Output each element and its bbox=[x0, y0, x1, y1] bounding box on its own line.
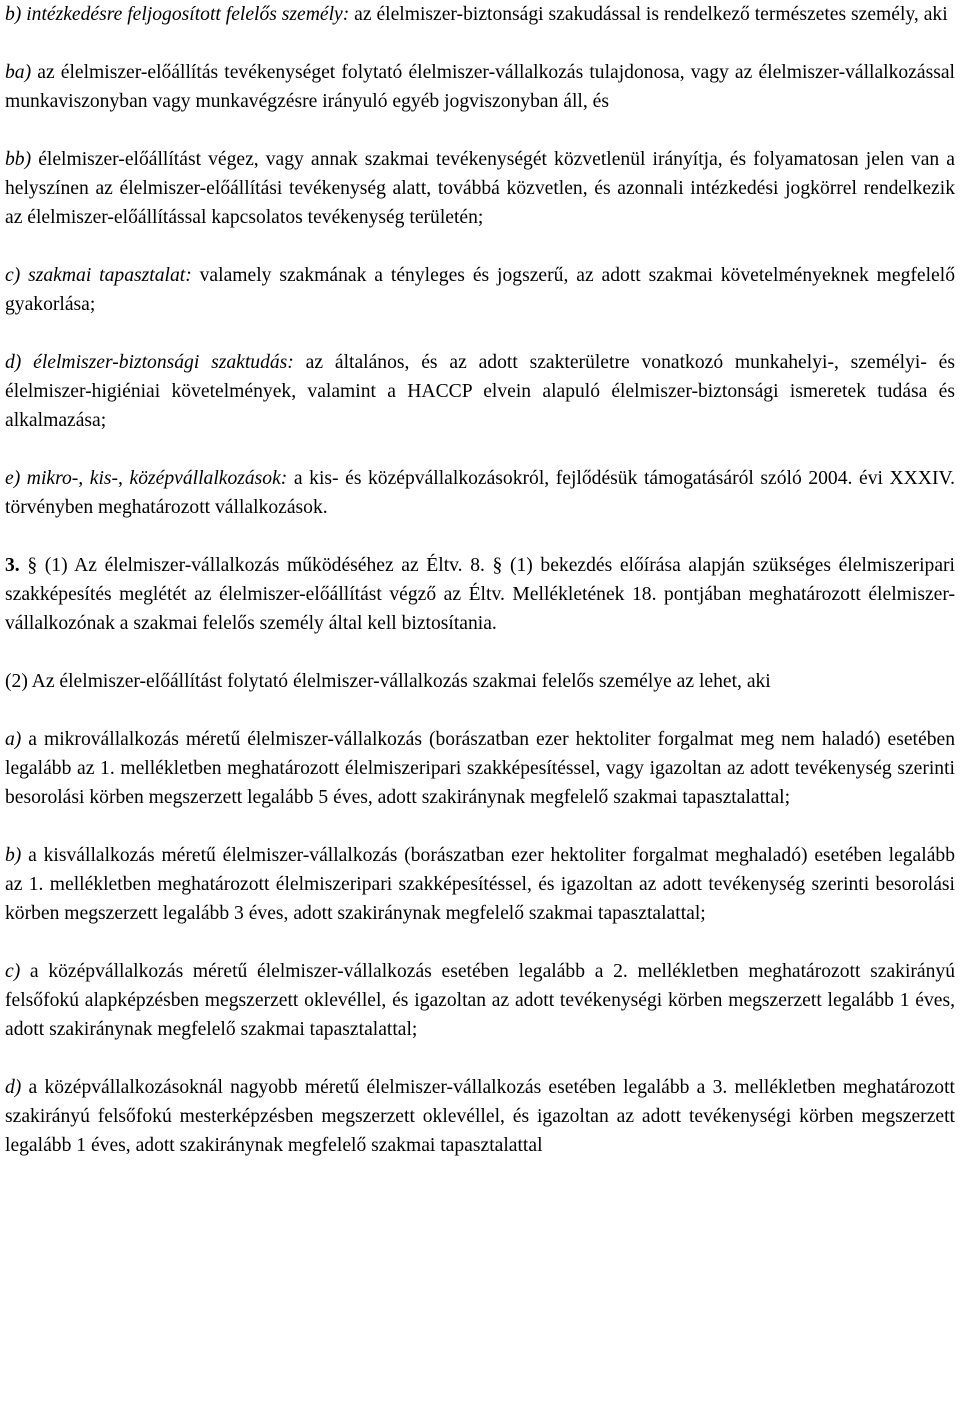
point-d bbox=[5, 1073, 955, 1160]
definition-bb bbox=[5, 145, 955, 232]
point-text: a mikrovállalkozás méretű élelmiszer-vállalkozás (borászatban ezer hektoliter forgalmat meg nem haladó) esetében legalább az 1. mellékletben meghatározott élelmiszeripari szakképesítéssel, vagy igazoltan az adott tevékenység szerinti besorolási körben megszerzett legalább 5 éves, adott szakiránynak megfelelő szakmai tapasztalattal; bbox=[5, 729, 955, 808]
point-label: c) bbox=[5, 961, 21, 982]
point-a bbox=[5, 725, 955, 812]
point-label: d) bbox=[5, 1077, 22, 1098]
definition-text: valamely szakmának a tényleges és jogszerű, az adott szakmai követelményeknek megfelelő gyakorlása; bbox=[5, 265, 955, 315]
section-text: (2) Az élelmiszer-előállítást folytató élelmiszer-vállalkozás szakmai felelős személye az lehet, aki bbox=[5, 671, 771, 692]
definition-text: az élelmiszer-biztonsági szakudással is rendelkező természetes személy, aki bbox=[349, 4, 948, 25]
section-3-paragraph-2 bbox=[5, 667, 955, 696]
definition-text: élelmiszer-előállítást végez, vagy annak szakmai tevékenységét közvetlenül irányítja, és folyamatosan jelen van a helyszínen az élelmiszer-előállítási tevékenység alatt, továbbá közvetlen, és azonnali intézkedési jogkörrel rendelkezik az élelmiszer-előállítással kapcsolatos tevékenység területén; bbox=[5, 149, 955, 228]
point-b bbox=[5, 841, 955, 928]
point-text: a középvállalkozás méretű élelmiszer-vállalkozás esetében legalább a 2. mellékletben meghatározott szakirányú felsőfokú alapképzésben megszerzett oklevéllel, és igazoltan az adott tevékenységi körben megszerzett legalább 1 éves, adott szakiránynak megfelelő szakmai tapasztalattal; bbox=[5, 961, 955, 1040]
definition-text: az élelmiszer-előállítás tevékenységet folytató élelmiszer-vállalkozás tulajdonosa, vagy az élelmiszer-vállalkozással munkaviszonyban vagy munkavégzésre irányuló egyéb jogviszonyban áll, és bbox=[5, 62, 955, 112]
point-label: a) bbox=[5, 729, 22, 750]
definition-label: d) élelmiszer-biztonsági szaktudás: bbox=[5, 352, 294, 373]
section-number: 3. bbox=[5, 555, 20, 576]
definition-d bbox=[5, 348, 955, 435]
definition-label: bb) bbox=[5, 149, 32, 170]
section-3-paragraph-1 bbox=[5, 551, 955, 638]
point-text: a középvállalkozásoknál nagyobb méretű élelmiszer-vállalkozás esetében legalább a 3. mellékletben meghatározott szakirányú felsőfokú mesterképzésben megszerzett oklevéllel, és igazoltan az adott tevékenységi körben megszerzett legalább 1 éves, adott szakiránynak megfelelő szakmai tapasztalattal bbox=[5, 1077, 955, 1156]
definition-text: az általános, és az adott szakterületre vonatkozó munkahelyi-, személyi- és élelmiszer-higiéniai követelmények, valamint a HACCP elvein alapuló élelmiszer-biztonsági ismeretek tudása és alkalmazása; bbox=[5, 352, 955, 431]
definition-e bbox=[5, 464, 955, 522]
definition-c bbox=[5, 261, 955, 319]
definition-ba bbox=[5, 58, 955, 116]
definition-text: a kis- és középvállalkozásokról, fejlődésük támogatásáról szóló 2004. évi XXXIV. törvényben meghatározott vállalkozások. bbox=[5, 468, 956, 518]
point-text: a kisvállalkozás méretű élelmiszer-vállalkozás (borászatban ezer hektoliter forgalmat meghaladó) esetében legalább az 1. mellékletben meghatározott élelmiszeripari szakképesítéssel, és igazoltan az adott tevékenység szerinti besorolási körben megszerzett legalább 3 éves, adott szakiránynak megfelelő szakmai tapasztalattal; bbox=[5, 845, 955, 924]
definition-label: b) intézkedésre feljogosított felelős személy: bbox=[5, 4, 350, 25]
point-label: b) bbox=[5, 845, 22, 866]
document-page bbox=[5, 0, 955, 1160]
definition-label: e) mikro-, kis-, középvállalkozások: bbox=[5, 468, 288, 489]
definition-label: c) szakmai tapasztalat: bbox=[5, 265, 192, 286]
definition-b bbox=[5, 0, 955, 29]
definition-label: ba) bbox=[5, 62, 32, 83]
section-text: § (1) Az élelmiszer-vállalkozás működéséhez az Éltv. 8. § (1) bekezdés előírása alapján szükséges élelmiszeripari szakképesítés meglétét az élelmiszer-előállítást végző az Éltv. Mellékletének 18. pontjában meghatározott élelmiszer-vállalkozónak a szakmai felelős személy által kell biztosítania. bbox=[5, 555, 955, 634]
point-c bbox=[5, 957, 955, 1044]
